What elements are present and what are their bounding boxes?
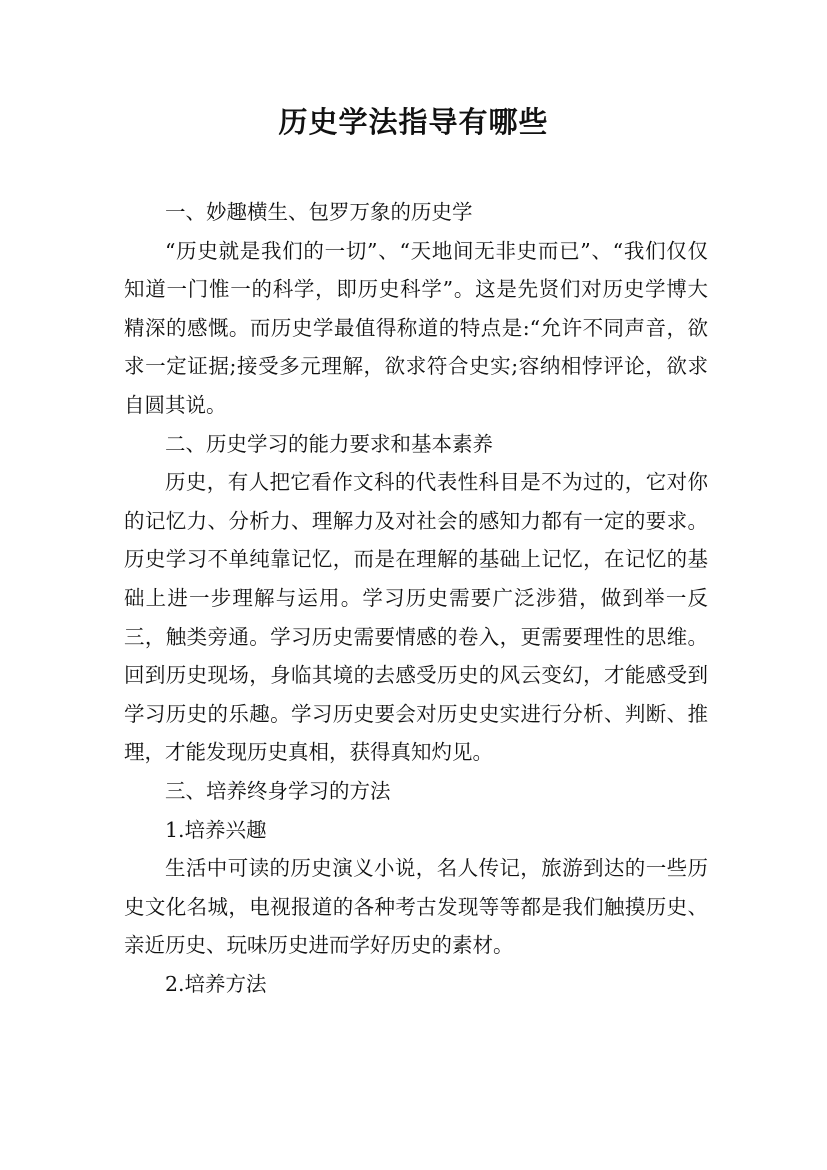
subsection-heading-1: 1.培养兴趣 xyxy=(165,817,267,842)
subsection-heading-2: 2.培养方法 xyxy=(165,971,267,996)
paragraph-3: 生活中可读的历史演义小说，名人传记，旅游到达的一些历史文化名城，电视报道的各种考古发现等等都是我们触摸历史、亲近历史、玩味历史进而学好历史的素材。 xyxy=(124,856,708,958)
paragraph-2: 历史，有人把它看作文科的代表性科目是不为过的，它对你的记忆力、分析力、理解力及对社会的感知力都有一定的要求。历史学习不单纯靠记忆，而是在理解的基础上记忆，在记忆的基础上进一步理解与运用。学习历史需要广泛涉猎，做到举一反三，触类旁通。学习历史需要情感的卷入，更需要理性的思维。回到历史现场，身临其境的去感受历史的风云变幻，才能感受到学习历史的乐趣。学习历史要会对历史史实进行分析、判断、推理，才能发现历史真相，获得真知灼见。 xyxy=(124,470,708,765)
document-title: 历史学法指导有哪些 xyxy=(278,105,549,139)
section-heading-3: 三、培养终身学习的方法 xyxy=(165,778,391,803)
paragraph-1: “历史就是我们的一切”、“天地间无非史而已”、“我们仅仅知道一门惟一的科学，即历史科学”。这是先贤们对历史学博大精深的感慨。而历史学最值得称道的特点是:“允许不同声音，欲求一定证据;接受多元理解，欲求符合史实;容纳相悖评论，欲求自圆其说。 xyxy=(124,238,708,417)
section-heading-2: 二、历史学习的能力要求和基本素养 xyxy=(165,431,493,456)
document-body xyxy=(124,193,708,1003)
section-heading-1: 一、妙趣横生、包罗万象的历史学 xyxy=(165,200,473,224)
